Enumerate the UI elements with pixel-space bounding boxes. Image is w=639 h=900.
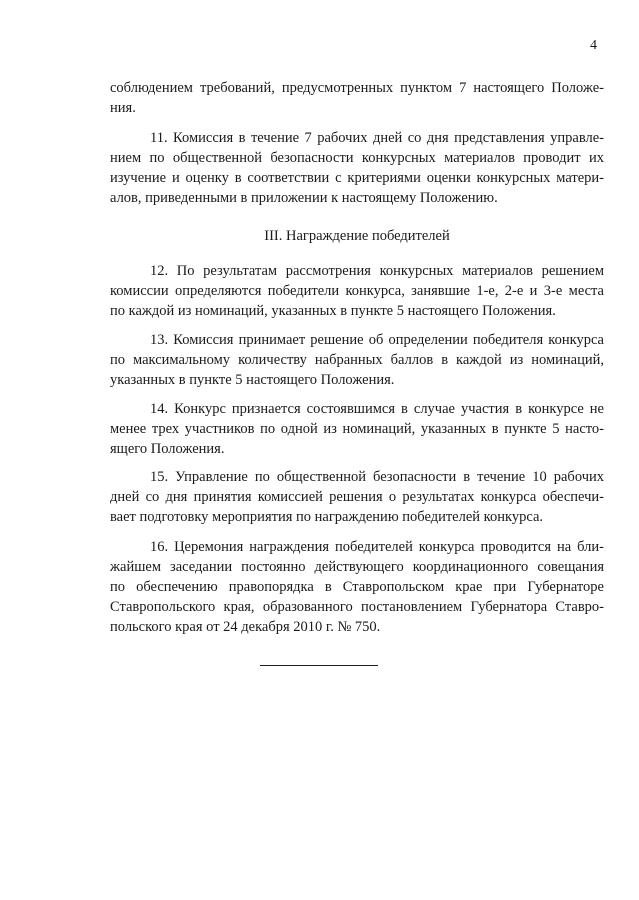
- intro-line-1: соблюдением требований, предусмотренных пунктом 7 настоящего Положе-: [110, 80, 604, 96]
- paragraph-11-line-3: изучение и оценку в соответствии с критериями оценки конкурсных матери-: [110, 170, 604, 186]
- paragraph-14-line-1: 14. Конкурс признается состоявшимся в случае участия в конкурсе не: [150, 401, 604, 417]
- paragraph-14-line-3: ящего Положения.: [110, 441, 225, 457]
- paragraph-16-line-5: польского края от 24 декабря 2010 г. № 750.: [110, 619, 381, 635]
- paragraph-12-line-3: по каждой из номинаций, указанных в пункте 5 настоящего Положения.: [110, 303, 556, 319]
- end-of-text-rule: [260, 665, 378, 666]
- paragraph-11-line-4: алов, приведенными в приложении к настоящему Положению.: [110, 190, 498, 206]
- paragraph-12-line-2: комиссии определяются победители конкурса, занявшие 1-е, 2-е и 3-е места: [110, 283, 604, 299]
- paragraph-16-line-1: 16. Церемония награждения победителей конкурса проводится на бли-: [150, 539, 604, 555]
- paragraph-16-line-2: жайшем заседании постоянно действующего координационного совещания: [110, 559, 604, 575]
- paragraph-14-line-2: менее трех участников по одной из номинаций, указанных в пункте 5 насто-: [110, 421, 604, 437]
- paragraph-15-line-2: дней со дня принятия комиссией решения о результатах конкурса обеспечи-: [110, 489, 604, 505]
- section-heading: III. Награждение победителей: [264, 228, 450, 244]
- paragraph-11-line-1: 11. Комиссия в течение 7 рабочих дней со дня представления управле-: [150, 130, 604, 146]
- paragraph-15-line-1: 15. Управление по общественной безопасности в течение 10 рабочих: [150, 469, 604, 485]
- intro-line-2: ния.: [110, 100, 136, 116]
- paragraph-13-line-3: указанных в пункте 5 настоящего Положения.: [110, 372, 395, 388]
- paragraph-13-line-2: по максимальному количеству набранных баллов в каждой из номинаций,: [110, 352, 604, 368]
- paragraph-16-line-4: Ставропольского края, образованного постановлением Губернатора Ставро-: [110, 599, 604, 615]
- paragraph-16-line-3: по обеспечению правопорядка в Ставропольском крае при Губернаторе: [110, 579, 604, 595]
- page-number: 4: [590, 38, 597, 53]
- paragraph-15-line-3: вает подготовку мероприятия по награждению победителей конкурса.: [110, 509, 544, 525]
- paragraph-11-line-2: нием по общественной безопасности конкурсных материалов проводит их: [110, 150, 604, 166]
- paragraph-13-line-1: 13. Комиссия принимает решение об определении победителя конкурса: [150, 332, 604, 348]
- paragraph-12-line-1: 12. По результатам рассмотрения конкурсных материалов решением: [150, 263, 604, 279]
